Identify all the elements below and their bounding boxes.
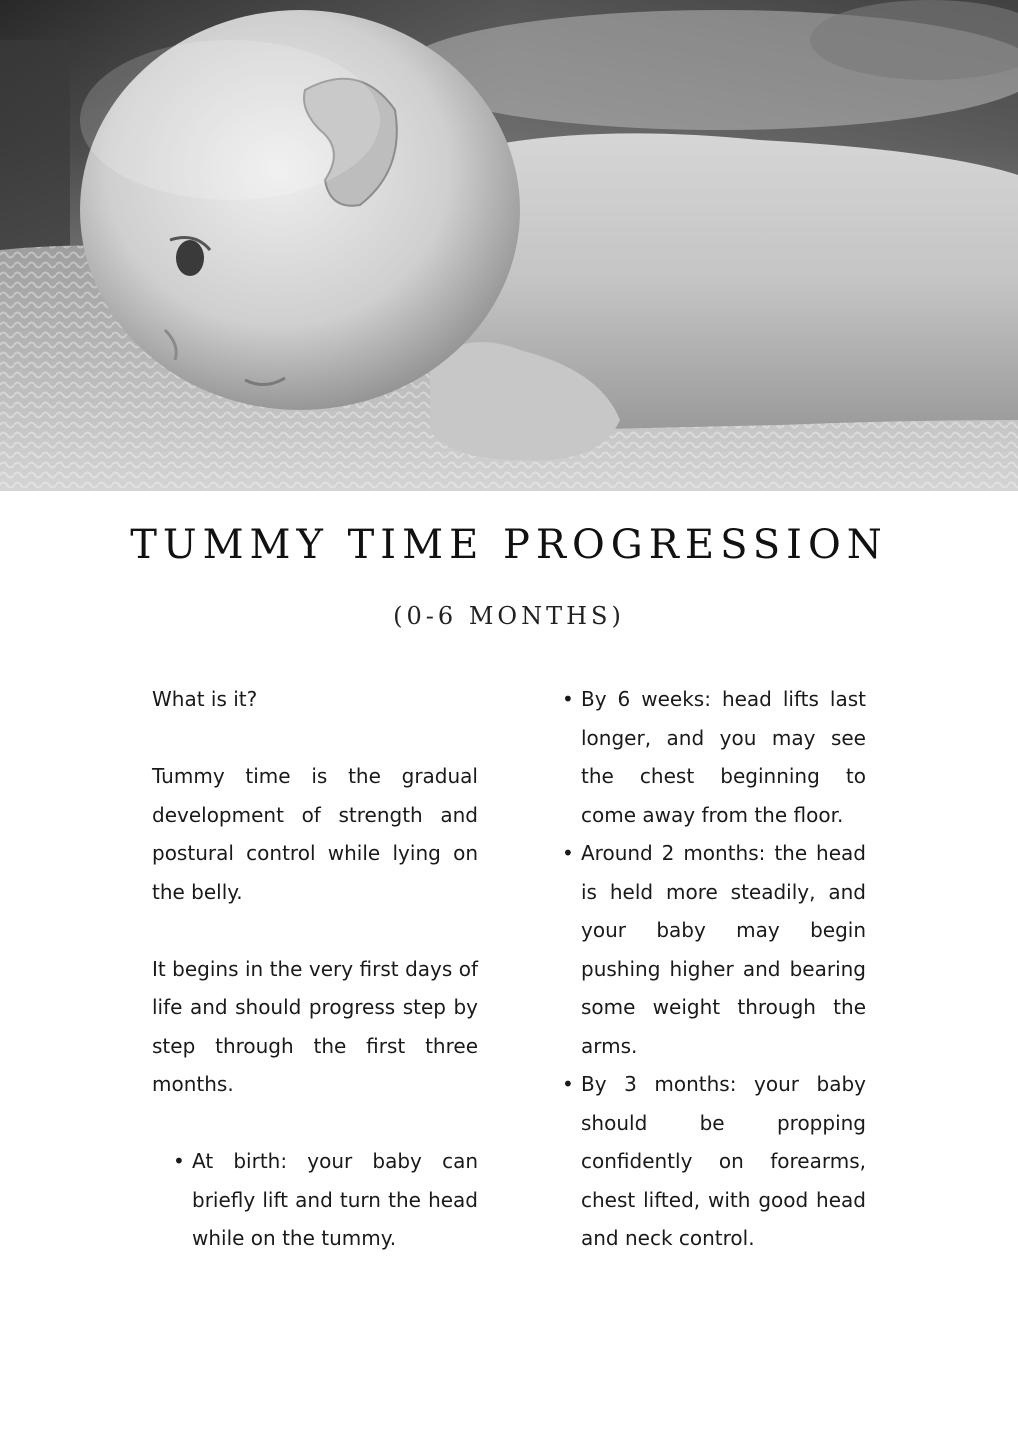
right-column bbox=[560, 680, 866, 1258]
page-title: TUMMY TIME PROGRESSION bbox=[130, 522, 888, 568]
list-item bbox=[562, 680, 866, 834]
milestone-text: At birth: your baby can briefly lift and turn the head while on the tummy. bbox=[192, 1149, 478, 1250]
spacer bbox=[152, 719, 478, 758]
hero-photo bbox=[0, 0, 1018, 491]
milestone-text: By 6 weeks: head lifts last longer, and you may see the chest beginning to come away from the floor. bbox=[581, 687, 866, 827]
timeline-paragraph: It begins in the very first days of life and should progress step by step through the first three months. bbox=[152, 956, 478, 1096]
bullet-icon: • bbox=[562, 841, 574, 865]
page-subtitle: (0-6 MONTHS) bbox=[393, 602, 625, 630]
list-item bbox=[562, 834, 866, 1065]
list-item bbox=[562, 1065, 866, 1258]
bullet-icon: • bbox=[173, 1149, 185, 1173]
milestone-list-right bbox=[560, 680, 866, 1258]
bullet-icon: • bbox=[562, 687, 574, 711]
list-item bbox=[173, 1142, 478, 1258]
milestone-list-left bbox=[152, 1142, 478, 1258]
bullet-icon: • bbox=[562, 1072, 574, 1096]
spacer bbox=[152, 1104, 478, 1143]
definition-paragraph: Tummy time is the gradual development of strength and postural control while lying on the belly. bbox=[152, 764, 478, 904]
left-column bbox=[152, 680, 478, 1258]
milestone-text: Around 2 months: the head is held more steadily, and your baby may begin pushing higher and bearing some weight through the arms. bbox=[581, 841, 866, 1058]
question-heading: What is it? bbox=[152, 687, 258, 711]
baby-photo-illustration bbox=[0, 0, 1018, 491]
milestone-text: By 3 months: your baby should be propping confidently on forearms, chest lifted, with good head and neck control. bbox=[581, 1072, 866, 1250]
spacer bbox=[152, 911, 478, 950]
